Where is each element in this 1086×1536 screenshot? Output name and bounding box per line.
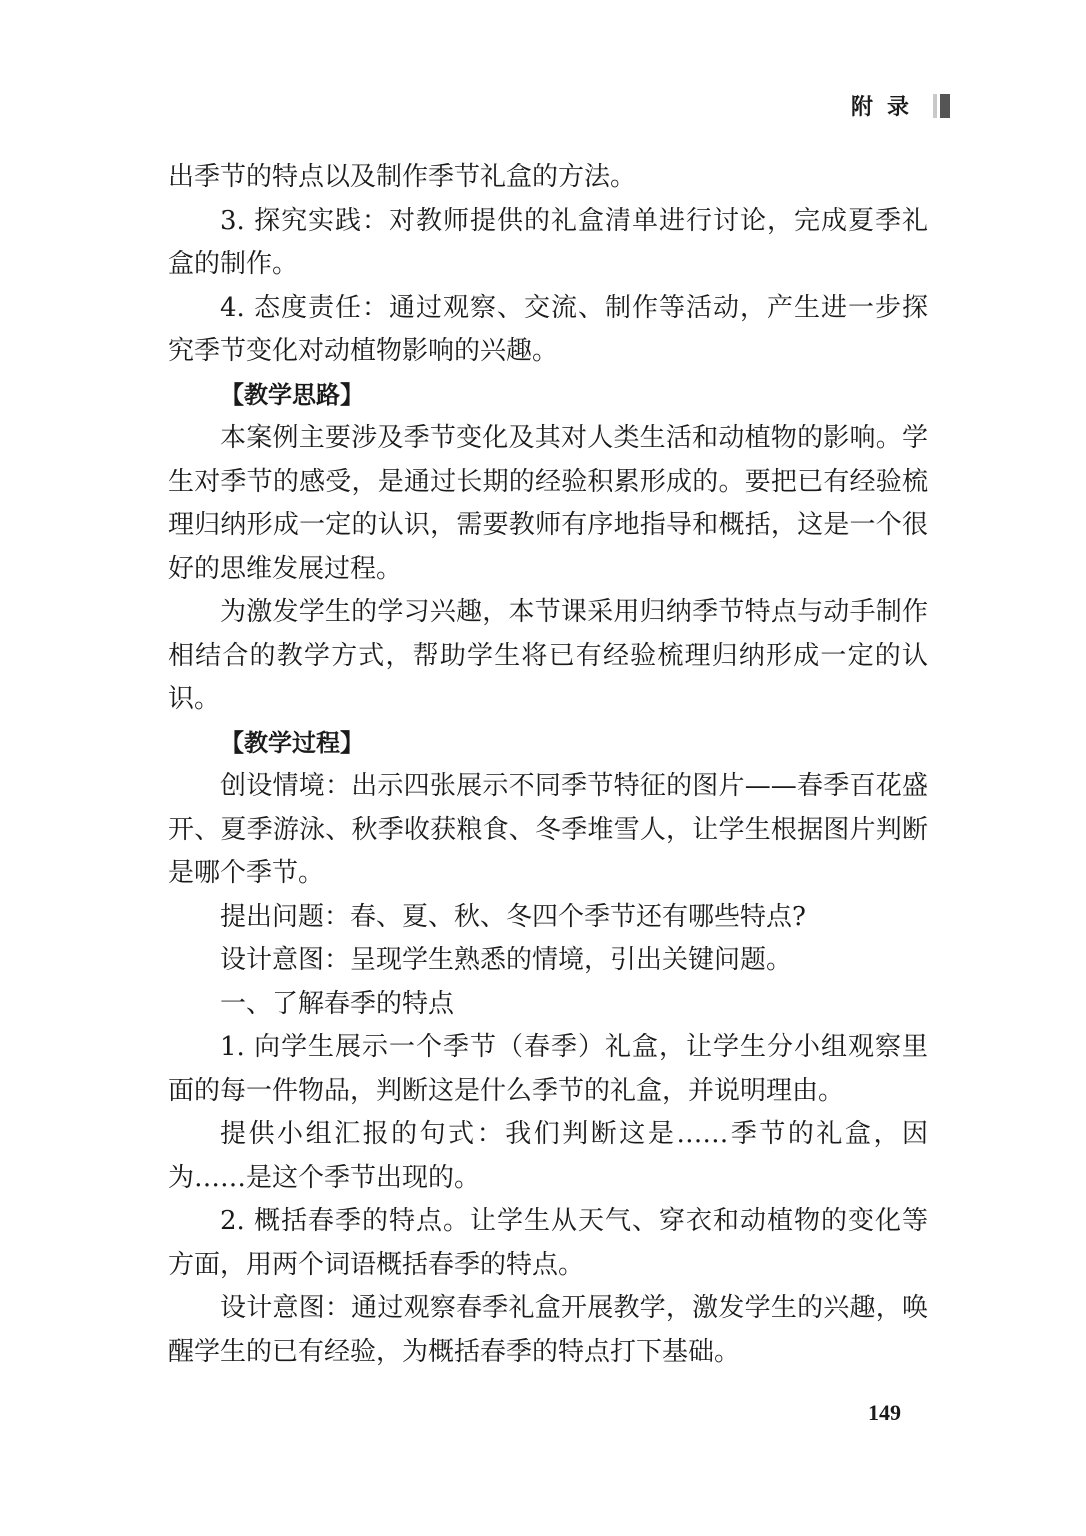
running-head-title: 附录 — [850, 95, 923, 120]
paragraph-12: 1. 向学生展示一个季节（春季）礼盒，让学生分小组观察里面的每一件物品，判断这是什么季节的礼盒，并说明理由。 — [168, 1032, 928, 1106]
ornament-thin-bar — [933, 94, 937, 118]
paragraph-13: 提供小组汇报的句式：我们判断这是……季节的礼盒，因为……是这个季节出现的。 — [168, 1119, 928, 1193]
paragraph-8: 创设情境：出示四张展示不同季节特征的图片——春季百花盛开、夏季游泳、秋季收获粮食、冬季堆雪人，让学生根据图片判断是哪个季节。 — [168, 771, 928, 888]
ornament-thick-bar — [940, 94, 950, 118]
paragraph-14: 2. 概括春季的特点。让学生从天气、穿衣和动植物的变化等方面，用两个词语概括春季的特点。 — [168, 1206, 928, 1280]
paragraph-9: 提出问题：春、夏、秋、冬四个季节还有哪些特点? — [220, 901, 806, 932]
running-head-bar-ornament — [933, 94, 950, 118]
paragraph-5: 本案例主要涉及季节变化及其对人类生活和动植物的影响。学生对季节的感受，是通过长期的经验积累形成的。要把已有经验梳理归纳形成一定的认识，需要教师有序地指导和概括，这是一个很好的思维发展过程。 — [168, 423, 928, 584]
paragraph-6: 为激发学生的学习兴趣，本节课采用归纳季节特点与动手制作相结合的教学方式，帮助学生将已有经验梳理归纳形成一定的认识。 — [168, 597, 928, 714]
section-heading-teaching-process: 【教学过程】 — [220, 728, 364, 757]
subsection-heading-spring: 一、了解春季的特点 — [220, 988, 455, 1019]
paragraph-1: 出季节的特点以及制作季节礼盒的方法。 — [168, 162, 637, 192]
paragraph-10: 设计意图：呈现学生熟悉的情境，引出关键问题。 — [220, 945, 793, 975]
section-heading-teaching-approach: 【教学思路】 — [220, 380, 364, 409]
running-head — [851, 90, 950, 121]
page-number: 149 — [868, 1400, 901, 1425]
paragraph-15: 设计意图：通过观察春季礼盒开展教学，激发学生的兴趣，唤醒学生的已有经验，为概括春季的特点打下基础。 — [168, 1293, 928, 1367]
paragraph-2: 3. 探究实践：对教师提供的礼盒清单进行讨论，完成夏季礼盒的制作。 — [168, 205, 928, 279]
page-body — [168, 156, 928, 1374]
paragraph-3: 4. 态度责任：通过观察、交流、制作等活动，产生进一步探究季节变化对动植物影响的兴趣。 — [168, 292, 928, 366]
